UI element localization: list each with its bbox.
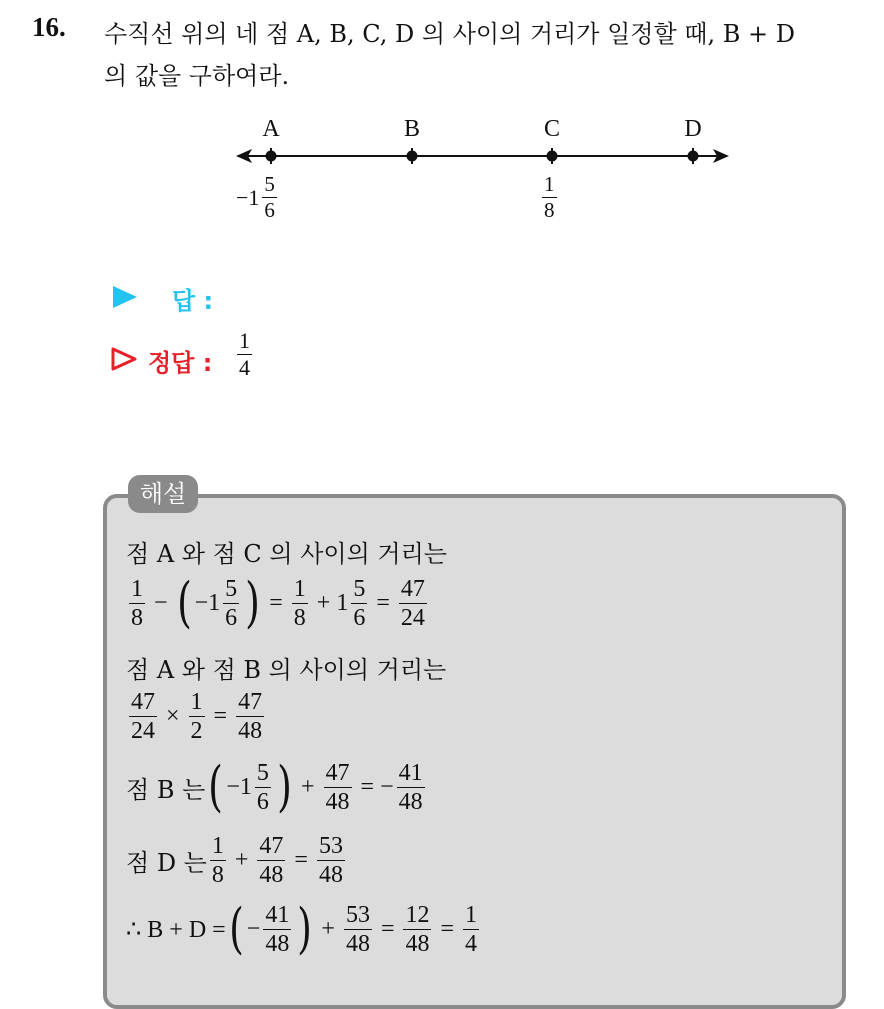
solution-line3: 점 A 와 점 B 의 사이의 거리는 — [126, 656, 447, 684]
point-a-label: A — [262, 116, 280, 142]
play-outline-icon — [110, 346, 138, 372]
point-a-value: −1 $\frac{5}{6}$ — [236, 172, 275, 222]
solution-line6: 점 D 는 $\frac{1}{8}$ + $\frac{47}{48}$ = $\frac{53}{48}$ — [126, 833, 343, 888]
play-icon — [112, 285, 138, 309]
point-b-label: B — [403, 116, 420, 142]
solution-line7: ∴ B + D = ( − $\frac{41}{48}$ ) + $\frac{53}{48}$ = $\frac{12}{48}$ = $\frac{1}{4}$ — [126, 897, 478, 960]
number-line — [230, 140, 740, 180]
solution-line4: $\frac{47}{24}$ × $\frac{1}{2}$ = $\frac{47}{48}$ — [131, 689, 263, 744]
question-number: 16. — [32, 12, 66, 42]
solution-line5: 점 B 는 ( −1 $\frac{5}{6}$ ) + $\frac{47}{48}$ = − $\frac{41}{48}$ — [126, 755, 423, 818]
correct-answer-label: 정답 : — [148, 349, 213, 377]
point-c-label: C — [543, 116, 560, 142]
solution-line2: $\frac{1}{8}$ − ( −1 $\frac{5}{6}$ ) = $\frac{1}{8}$ + 1 $\frac{5}{6}$ = $\frac{47}{24}$ — [131, 571, 425, 634]
solution-line1: 점 A 와 점 C 의 사이의 거리는 — [126, 540, 447, 568]
question-text-line2: 의 값을 구하여라. — [104, 62, 290, 90]
point-c-value: $\frac{1}{8}$ — [544, 172, 555, 222]
correct-answer-value: $\frac{1}{4}$ — [239, 328, 250, 380]
solution-tag: 해설 — [128, 475, 198, 513]
answer-label: 답 : — [172, 287, 214, 315]
point-d-label: D — [684, 116, 702, 142]
question-text-line1: 수직선 위의 네 점 A, B, C, D 의 사이의 거리가 일정할 때, B + D — [104, 20, 795, 48]
